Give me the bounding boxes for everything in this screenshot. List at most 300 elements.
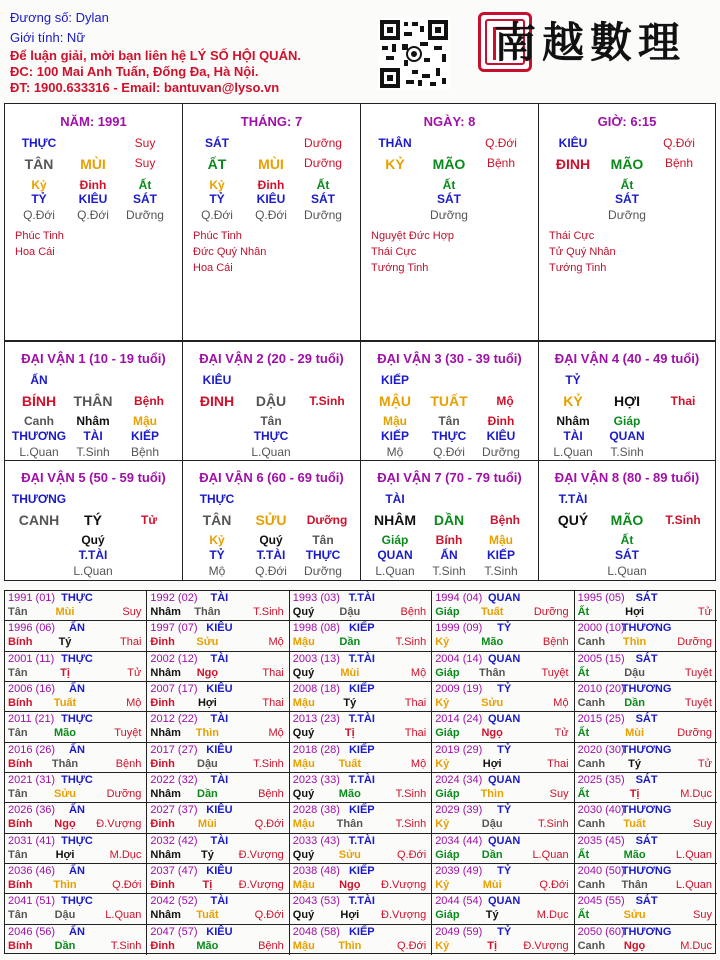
year-label: 2015 (25) — [577, 713, 625, 726]
dai-van-title: ĐẠI VẬN 7 (70 - 79 tuổi) — [377, 470, 522, 485]
year-star: THƯƠNG — [621, 864, 672, 877]
year-branch: Thân — [621, 878, 648, 891]
dai-van-title: ĐẠI VẬN 1 (10 - 19 tuổi) — [21, 351, 166, 366]
year-phase: T.Sinh — [395, 787, 427, 800]
year-phase: Tử — [127, 666, 142, 679]
year-stem: Bính — [8, 878, 33, 891]
year-branch: Thân — [336, 818, 363, 831]
year-stem: Quý — [292, 727, 315, 740]
pillar-2 — [183, 104, 361, 340]
year-branch: Mùi — [482, 878, 502, 891]
year-cell — [147, 621, 289, 651]
year-phase: L.Quan — [675, 878, 712, 891]
year-cell — [5, 834, 147, 864]
hidden-phase: Bệnh — [130, 445, 160, 459]
year-branch: Tuất — [53, 696, 77, 709]
hidden-phase: Q.Đới — [23, 208, 55, 222]
year-star: KIÊU — [206, 682, 233, 695]
year-cell — [147, 743, 289, 773]
year-cell — [5, 591, 147, 621]
year-star: KIÊU — [206, 622, 233, 635]
year-stem: Canh — [577, 696, 606, 709]
dai-van-1 — [5, 342, 183, 461]
year-phase: Đ.Vượng — [381, 878, 427, 891]
phone-email[interactable]: ĐT: 1900.633316 - Email: bantuvan@lyso.vn — [10, 80, 280, 95]
heavenly-stem: TÂN — [24, 156, 54, 172]
branch-phase: T.Sinh — [665, 513, 701, 527]
year-stem: Đinh — [150, 939, 175, 952]
year-stem: Ất — [577, 848, 590, 861]
hidden-star: SÁT — [615, 192, 639, 206]
hidden-phase: Mộ — [386, 445, 404, 459]
year-branch: Tuất — [623, 818, 646, 831]
year-label: 2047 (57) — [150, 925, 198, 938]
year-star: THƯƠNG — [621, 743, 672, 756]
branch-phase: Dưỡng — [306, 513, 348, 527]
hidden-star: THỰC — [305, 548, 341, 562]
dai-van-4 — [539, 342, 715, 461]
pillar-title: THÁNG: 7 — [240, 114, 303, 129]
year-label: 2018 (28) — [292, 743, 340, 756]
gender: Giới tính: Nữ — [10, 30, 86, 45]
heavenly-stem: NHÂM — [374, 512, 416, 528]
year-phase: Tuyệt — [541, 666, 569, 679]
year-stem: Mậu — [292, 636, 315, 649]
year-star: TỶ — [497, 864, 512, 877]
hidden-star: QUAN — [609, 429, 645, 443]
year-phase: Dưỡng — [106, 787, 142, 800]
year-stem: Quý — [292, 848, 315, 861]
year-star: TÀI — [210, 592, 229, 604]
year-branch: Tuất — [480, 606, 504, 618]
year-cell — [575, 591, 717, 621]
year-phase: Mộ — [268, 636, 284, 649]
year-phase: L.Quan — [105, 909, 142, 922]
year-stem: Mậu — [292, 696, 315, 709]
year-label: 2046 (56) — [8, 925, 56, 938]
year-phase: T.Sinh — [253, 757, 284, 770]
year-branch: Tị — [202, 878, 213, 891]
year-cell — [290, 803, 432, 833]
year-star: QUAN — [487, 652, 521, 665]
year-label: 2017 (27) — [150, 743, 198, 756]
year-stem: Quý — [292, 666, 315, 679]
year-branch: Hợi — [197, 696, 217, 709]
heavenly-stem: ẤT — [207, 156, 227, 172]
year-phase: Q.Đới — [539, 878, 569, 891]
year-phase: Mộ — [268, 727, 284, 740]
year-stem: Ất — [577, 909, 590, 922]
hidden-stem: Nhâm — [76, 414, 110, 428]
year-stem: Giáp — [435, 848, 460, 861]
year-label: 2016 (26) — [8, 743, 56, 756]
year-label: 2011 (21) — [8, 713, 55, 726]
year-cell — [5, 864, 147, 894]
year-label: 2041 (51) — [8, 895, 56, 908]
hidden-stem: Quý — [81, 533, 105, 547]
year-branch: Thân — [194, 606, 221, 618]
dai-van-6 — [183, 461, 361, 580]
year-branch: Sửu — [338, 848, 361, 861]
year-label: 2027 (37) — [150, 804, 198, 817]
year-label: 2050 (60) — [577, 925, 625, 938]
year-star: THƯƠNG — [621, 622, 672, 635]
hidden-phase: Q.Đới — [433, 445, 465, 459]
annual-luck-table — [4, 590, 716, 954]
hidden-phase: Dưỡng — [482, 445, 520, 459]
year-label: 2030 (40) — [577, 804, 625, 817]
dai-van-star: ẤN — [30, 373, 48, 387]
year-cell — [290, 712, 432, 742]
special-star: Thái Cực — [371, 246, 417, 258]
hidden-stem: Bính — [435, 533, 463, 547]
year-branch: Ngọ — [339, 878, 361, 891]
hidden-phase: L.Quan — [607, 564, 647, 578]
year-label: 2036 (46) — [8, 864, 56, 877]
year-label: 2000 (10) — [577, 622, 625, 635]
heavenly-stem: CANH — [18, 512, 60, 528]
year-label: 2032 (42) — [150, 834, 198, 847]
hidden-star: THỰC — [253, 429, 289, 443]
year-cell — [5, 712, 147, 742]
year-cell — [290, 925, 432, 955]
branch-phase: Bệnh — [490, 513, 520, 527]
year-label: 2042 (52) — [150, 895, 198, 908]
year-phase: Đ.Vượng — [523, 939, 569, 952]
year-phase: Bệnh — [542, 636, 569, 649]
special-star: Hoa Cái — [15, 246, 55, 258]
earthly-branch: MÙI — [80, 156, 106, 172]
dai-van-2 — [183, 342, 361, 461]
heavenly-stem: ĐINH — [199, 393, 235, 409]
year-phase: Bệnh — [258, 787, 284, 800]
year-cell — [432, 743, 574, 773]
year-star: THỰC — [61, 895, 93, 908]
year-branch: Mão — [196, 939, 219, 952]
dai-van-8 — [539, 461, 715, 580]
special-star: Tướng Tinh — [371, 262, 429, 274]
year-cell — [432, 894, 574, 924]
year-star: THƯƠNG — [621, 804, 672, 817]
hidden-phase: L.Quan — [19, 445, 59, 459]
year-star: QUAN — [487, 834, 521, 847]
heavenly-stem: BÍNH — [21, 393, 57, 409]
year-label: 2024 (34) — [435, 773, 483, 786]
year-label: 2003 (13) — [292, 652, 340, 665]
year-cell — [290, 682, 432, 712]
year-phase: Thai — [404, 727, 427, 740]
year-phase: Tuyệt — [114, 727, 142, 740]
earthly-branch: MÃO — [610, 512, 644, 528]
year-star: T.TÀI — [348, 592, 375, 604]
hidden-stem: Mậu — [383, 414, 407, 428]
year-label: 1993 (03) — [292, 592, 340, 604]
year-phase: Bệnh — [115, 757, 142, 770]
year-stem: Mậu — [292, 939, 315, 952]
hidden-star: KIẾP — [486, 548, 516, 562]
year-branch: Dần — [197, 787, 218, 800]
pillar-title: NGÀY: 8 — [423, 114, 476, 129]
year-cell — [147, 591, 289, 621]
hidden-stem: Ất — [620, 533, 634, 547]
year-cell — [575, 834, 717, 864]
year-star: THỰC — [61, 592, 93, 604]
year-cell — [290, 773, 432, 803]
earthly-branch: TÝ — [84, 512, 102, 528]
year-stem: Mậu — [292, 878, 315, 891]
year-cell — [432, 682, 574, 712]
year-branch: Dậu — [624, 666, 645, 679]
dai-van-title: ĐẠI VẬN 4 (40 - 49 tuổi) — [554, 351, 700, 366]
year-branch: Tý — [485, 909, 499, 922]
year-stem: Tân — [8, 666, 28, 679]
year-label: 2019 (29) — [435, 743, 483, 756]
earthly-branch: MÙI — [258, 156, 284, 172]
year-stem: Kỷ — [435, 818, 450, 831]
year-stem: Mậu — [292, 757, 315, 770]
special-star: Nguyệt Đức Hợp — [371, 230, 455, 242]
year-phase: Dưỡng — [533, 606, 569, 618]
year-star: TỶ — [497, 804, 512, 817]
year-branch: Ngọ — [623, 939, 646, 952]
qr-code-icon[interactable] — [378, 18, 450, 90]
year-label: 1994 (04) — [435, 592, 483, 604]
year-label: 2012 (22) — [150, 713, 198, 726]
stem-star: THÂN — [378, 136, 412, 150]
pillar-title: GIỜ: 6:15 — [597, 114, 657, 129]
year-stem: Tân — [8, 787, 28, 800]
year-phase: Tử — [697, 606, 712, 618]
earthly-branch: TUẤT — [430, 393, 468, 409]
dai-van-3 — [361, 342, 539, 461]
year-star: QUAN — [487, 895, 521, 908]
year-branch: Mùi — [340, 666, 360, 679]
year-cell — [147, 864, 289, 894]
year-branch: Sửu — [481, 696, 504, 709]
year-label: 2021 (31) — [8, 773, 56, 786]
year-phase: Thai — [262, 666, 284, 679]
year-cell — [432, 652, 574, 682]
year-stem: Bính — [8, 818, 33, 831]
year-stem: Bính — [8, 939, 33, 952]
year-cell — [575, 652, 717, 682]
stem-star: THỰC — [21, 136, 57, 150]
year-phase: T.Sinh — [110, 939, 142, 952]
year-label: 1997 (07) — [150, 622, 198, 635]
year-branch: Tý — [628, 757, 642, 770]
hidden-star: ẤN — [440, 548, 458, 562]
year-star: THỰC — [61, 834, 93, 847]
special-star: Phúc Tinh — [15, 230, 64, 242]
earthly-branch: DẬU — [255, 393, 287, 409]
year-branch: Ngọ — [481, 727, 503, 740]
year-label: 2025 (35) — [577, 773, 625, 786]
year-stem: Nhâm — [150, 606, 181, 618]
year-cell — [575, 773, 717, 803]
year-stem: Giáp — [435, 727, 460, 740]
hidden-star: TỶ — [209, 192, 225, 206]
year-branch: Ngọ — [54, 818, 76, 831]
year-phase: Tuyệt — [684, 666, 712, 679]
year-stem: Giáp — [435, 787, 460, 800]
year-label: 2043 (53) — [292, 895, 340, 908]
hidden-star: T.TÀI — [256, 548, 286, 562]
hidden-star: KIẾP — [380, 429, 410, 443]
year-phase: Q.Đới — [254, 909, 284, 922]
year-branch: Hợi — [55, 848, 75, 861]
hidden-phase: L.Quan — [73, 564, 113, 578]
hidden-stem: Tân — [260, 414, 282, 428]
hidden-stem: Kỷ — [209, 178, 225, 192]
hidden-star: SÁT — [615, 548, 639, 562]
year-star: KIÊU — [206, 864, 233, 877]
year-label: 2048 (58) — [292, 925, 340, 938]
year-stem: Canh — [577, 939, 606, 952]
year-stem: Quý — [292, 787, 315, 800]
year-branch: Mùi — [55, 606, 75, 618]
year-label: 1991 (01) — [8, 592, 56, 604]
dai-van-star: THỰC — [199, 492, 235, 506]
hidden-phase: Mộ — [208, 564, 226, 578]
pillar-1 — [5, 104, 183, 340]
year-stem: Đinh — [150, 878, 175, 891]
year-star: TÀI — [210, 834, 229, 847]
year-cell — [147, 682, 289, 712]
year-stem: Tân — [8, 727, 28, 740]
year-stem: Đinh — [150, 757, 175, 770]
year-star: ẤN — [69, 864, 85, 877]
hidden-phase: Dưỡng — [608, 208, 646, 222]
year-stem: Nhâm — [150, 787, 181, 800]
year-phase: Đ.Vượng — [381, 909, 427, 922]
hidden-stem: Giáp — [613, 414, 641, 428]
year-cell — [290, 894, 432, 924]
brand-logo: 南越數理 — [494, 18, 687, 67]
year-phase: Thai — [262, 696, 284, 709]
hidden-star: T.TÀI — [78, 548, 108, 562]
year-star: T.TÀI — [348, 713, 375, 726]
hidden-phase: L.Quan — [553, 445, 593, 459]
hidden-phase: Dưỡng — [304, 564, 342, 578]
year-star: QUAN — [487, 713, 521, 726]
four-pillars-panel — [4, 103, 716, 341]
year-label: 2040 (50) — [577, 864, 625, 877]
year-branch: Thân — [51, 757, 79, 770]
year-stem: Kỷ — [435, 696, 450, 709]
branch-phase: Bệnh — [134, 394, 164, 408]
earthly-branch: THÂN — [73, 393, 113, 409]
year-star: THƯƠNG — [621, 682, 672, 695]
hidden-stem: Ất — [442, 178, 456, 192]
year-cell — [575, 894, 717, 924]
year-cell — [147, 834, 289, 864]
year-star: TỶ — [497, 925, 512, 938]
hidden-star: SÁT — [437, 192, 461, 206]
year-cell — [5, 743, 147, 773]
hidden-stem: Ất — [620, 178, 634, 192]
year-cell — [432, 803, 574, 833]
year-branch: Tị — [629, 787, 640, 800]
hidden-star: QUAN — [377, 548, 413, 562]
hidden-star: SÁT — [133, 192, 157, 206]
year-phase: Mộ — [553, 696, 569, 709]
heavenly-stem: KỶ — [385, 156, 405, 172]
year-star: SÁT — [635, 652, 658, 665]
year-label: 1998 (08) — [292, 622, 340, 635]
dai-van-star: TÀI — [385, 492, 405, 506]
hidden-phase: Q.Đới — [201, 208, 233, 222]
year-branch: Tý — [200, 848, 214, 861]
year-stem: Kỷ — [435, 757, 450, 770]
year-label: 2022 (32) — [150, 773, 198, 786]
year-star: KIÊU — [206, 804, 233, 817]
year-branch: Thìn — [622, 636, 647, 649]
stem-phase: Q.Đới — [485, 136, 517, 150]
year-branch: Dậu — [54, 909, 76, 922]
year-branch: Dần — [339, 636, 361, 649]
hidden-stem: Quý — [259, 533, 283, 547]
year-phase: T.Sinh — [538, 818, 569, 831]
hidden-stem: Mậu — [489, 533, 513, 547]
hidden-star: KIÊU — [78, 192, 108, 206]
year-stem: Đinh — [150, 818, 175, 831]
hidden-phase: T.Sinh — [432, 564, 466, 578]
year-branch: Dậu — [339, 606, 361, 618]
year-stem: Nhâm — [150, 727, 181, 740]
year-star: KIẾP — [348, 743, 375, 756]
year-star: KIÊU — [206, 925, 233, 938]
year-phase: Q.Đới — [396, 848, 427, 861]
year-phase: M.Dục — [536, 909, 569, 922]
stem-phase: Suy — [134, 136, 156, 150]
year-label: 2013 (23) — [292, 713, 340, 726]
year-cell — [5, 621, 147, 651]
year-stem: Tân — [8, 848, 28, 861]
year-stem: Canh — [577, 757, 606, 770]
year-branch: Tý — [58, 636, 72, 649]
year-cell — [5, 773, 147, 803]
year-phase: Q.Đới — [254, 818, 284, 831]
year-label: 2028 (38) — [292, 804, 340, 817]
year-star: SÁT — [635, 713, 658, 726]
year-phase: Suy — [693, 909, 712, 922]
year-phase: L.Quan — [675, 848, 712, 861]
year-stem: Nhâm — [150, 909, 181, 922]
year-branch: Mão — [623, 848, 646, 861]
year-label: 2010 (20) — [577, 682, 625, 695]
dai-van-title: ĐẠI VẬN 6 (60 - 69 tuổi) — [199, 470, 344, 485]
year-branch: Hợi — [625, 606, 645, 618]
branch-phase: Suy — [134, 156, 156, 170]
stem-star: SÁT — [205, 136, 229, 150]
branch-phase: T.Sinh — [309, 394, 345, 408]
year-branch: Dậu — [197, 757, 218, 770]
year-phase: Suy — [693, 818, 712, 831]
hidden-phase: T.Sinh — [484, 564, 518, 578]
year-phase: Đ.Vượng — [238, 848, 284, 861]
year-stem: Canh — [577, 878, 606, 891]
year-phase: M.Dục — [109, 848, 142, 861]
hidden-stem: Đinh — [257, 178, 285, 192]
year-stem: Ất — [577, 727, 590, 740]
year-star: TỶ — [497, 743, 512, 756]
year-label: 1995 (05) — [577, 592, 625, 604]
hidden-star: KIÊU — [256, 192, 286, 206]
year-branch: Thìn — [338, 939, 362, 952]
year-phase: Mộ — [410, 757, 427, 770]
year-phase: Bệnh — [400, 606, 427, 618]
year-label: 2020 (30) — [577, 743, 625, 756]
